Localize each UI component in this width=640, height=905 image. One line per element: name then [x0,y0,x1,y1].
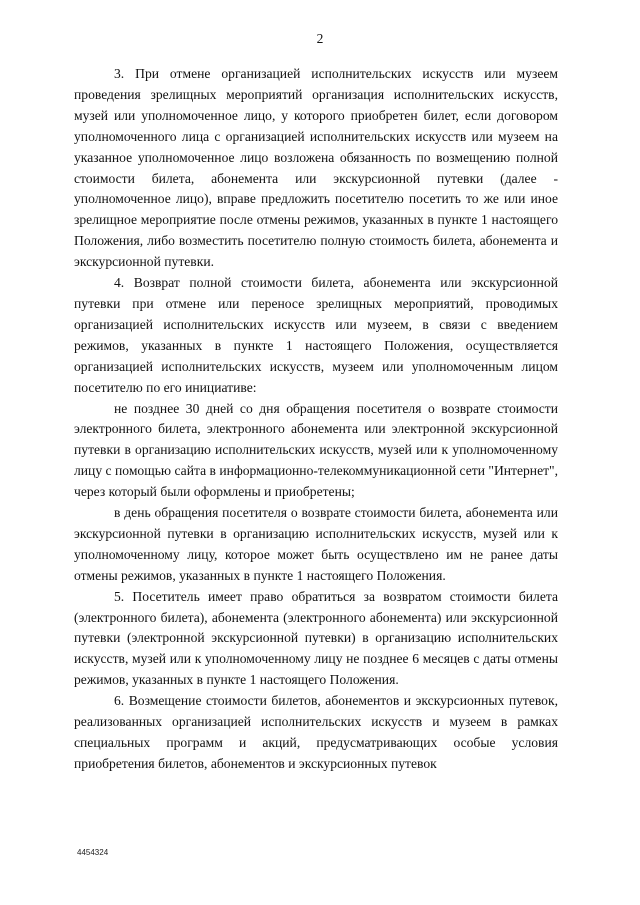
page-number: 2 [316,31,324,46]
paragraph-4-subitem-1: не позднее 30 дней со дня обращения посетителя о возврате стоимости электронного билета, электронного абонемента или электронной экскурсионной путевки в организацию исполнительских искусств, музей или к уполномоченному лицу с помощью сайта в информационно-телекоммуникационной сети "Интернет", через который были оформлены и приобретены; [74,400,558,500]
paragraph-3: 3. При отмене организацией исполнительских искусств или музеем проведения зрелищных мероприятий организация исполнительских искусств, музей или уполномоченное лицо, у которого приобретен билет, если договором уполномоченного лица с организацией исполнительских искусств или музеем на указанное уполномоченное лицо возложена обязанность по возмещению полной стоимости билета, абонемента или экскурсионной путевки (далее - уполномоченное лицо), вправе предложить посетителю посетить то же или иное зрелищное мероприятие после отмены режимов, указанных в пункте 1 настоящего Положения, либо возместить посетителю полную стоимость билета, абонемента и экскурсионной путевки. [74,66,558,270]
document-code: 4454324 [77,848,109,857]
paragraph-4-subitem-2: в день обращения посетителя о возврате стоимости билета, абонемента или экскурсионной путевки в организацию исполнительских искусств, музей или к уполномоченному лицу, которое может быть осуществлено им не ранее даты отмены режимов, указанных в пункте 1 настоящего Положения. [74,505,558,583]
paragraph-4: 4. Возврат полной стоимости билета, абонемента или экскурсионной путевки при отмене или переносе зрелищных мероприятий, проводимых организацией исполнительских искусств или музеем, в связи с введением режимов, указанных в пункте 1 настоящего Положения, осуществляется организацией исполнительских искусств, музеем или уполномоченным лицом посетителю по его инициативе: [74,275,558,395]
paragraph-6: 6. Возмещение стоимости билетов, абонементов и экскурсионных путевок, реализованных организацией исполнительских искусств и музеем в рамках специальных программ и акций, предусматривающих особые условия приобретения билетов, абонементов и экскурсионных путевок [74,693,558,771]
document-body [74,64,558,775]
paragraph-5: 5. Посетитель имеет право обратиться за возвратом стоимости билета (электронного билета), абонемента (электронного абонемента) или экскурсионной путевки (электронной экскурсионной путевки) в организацию исполнительских искусств, музей или к уполномоченному лицу не позднее 6 месяцев с даты отмены режимов, указанных в пункте 1 настоящего Положения. [74,588,558,688]
